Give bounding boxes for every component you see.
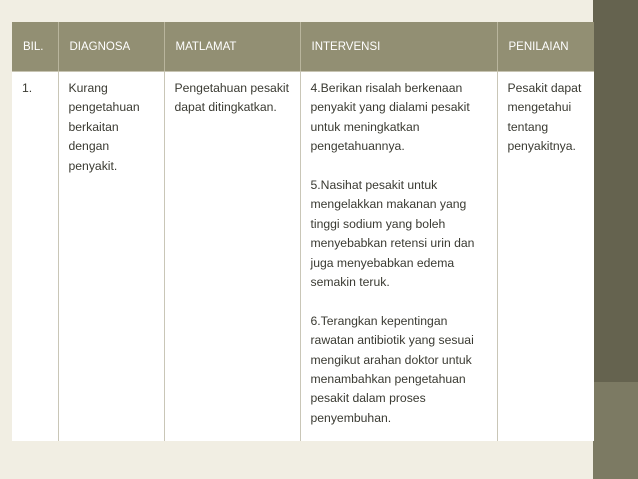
cell-matlamat: Pengetahuan pesakit dapat ditingkatkan. bbox=[164, 72, 300, 441]
cell-intervensi bbox=[300, 72, 497, 441]
header-intervensi: INTERVENSI bbox=[300, 22, 497, 72]
intervention-item: 6.Terangkan kepentingan rawatan antibiotik yang sesuai mengikut arahan doktor untuk menambahkan pengetahuan pesakit dalam proses penyembuhan. bbox=[310, 313, 474, 425]
intervention-item: 5.Nasihat pesakit untuk mengelakkan makanan yang tinggi sodium yang boleh menyebabkan retensi urin dan juga menyebabkan edema semakin teruk. bbox=[310, 178, 475, 290]
intervention-item: 4.Berikan risalah berkenaan penyakit yang dialami pesakit untuk meningkatkan pengetahuannya. bbox=[310, 81, 470, 154]
header-penilaian: PENILAIAN bbox=[497, 22, 594, 72]
cell-diagnosa: Kurang pengetahuan berkaitan dengan penyakit. bbox=[58, 72, 164, 441]
header-bil: BIL. bbox=[12, 22, 58, 72]
header-diagnosa: DIAGNOSA bbox=[58, 22, 164, 72]
cell-bil: 1. bbox=[12, 72, 58, 441]
cell-penilaian: Pesakit dapat mengetahui tentang penyakitnya. bbox=[497, 72, 594, 441]
header-matlamat: MATLAMAT bbox=[164, 22, 300, 72]
decorative-side-bar-accent bbox=[593, 382, 638, 479]
header-row bbox=[12, 22, 594, 72]
decorative-side-bar bbox=[593, 0, 638, 382]
table-row bbox=[12, 72, 594, 441]
nursing-care-plan-table bbox=[12, 22, 594, 441]
